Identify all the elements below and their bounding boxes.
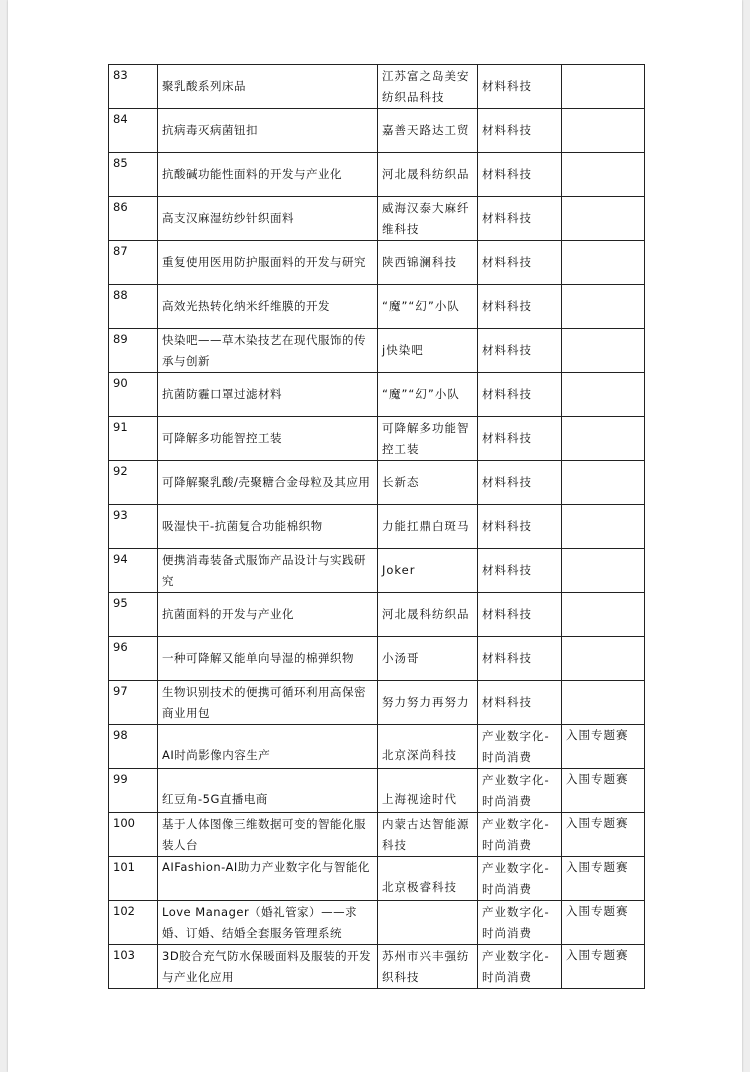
team-name-text: 河北晟科纺织品 — [382, 607, 470, 621]
cell-category — [478, 813, 562, 857]
cell-row-number — [109, 461, 158, 505]
project-name-text: 3D胶合充气防水保暖面料及服装的开发与产业化应用 — [162, 948, 372, 984]
table-row — [109, 153, 645, 197]
cell-category — [478, 285, 562, 329]
row-number-text: 103 — [113, 948, 135, 962]
cell-row-number — [109, 197, 158, 241]
cell-row-number — [109, 725, 158, 769]
category-wrap — [482, 857, 557, 900]
cell-category — [478, 461, 562, 505]
category-text: 材料科技 — [482, 519, 532, 533]
project-name-text: Love Manager（婚礼管家）——求婚、订婚、结婚全套服务管理系统 — [162, 904, 358, 940]
cell-row-number — [109, 549, 158, 593]
table-row — [109, 65, 645, 109]
project-name-wrap — [162, 549, 373, 592]
project-name-wrap — [162, 945, 373, 988]
category-wrap — [482, 769, 557, 812]
row-number-text: 86 — [113, 200, 128, 214]
team-name-wrap — [382, 901, 473, 944]
project-name-wrap — [162, 813, 373, 856]
project-name-wrap — [162, 109, 373, 152]
team-name-wrap — [382, 373, 473, 416]
category-text: 产业数字化-时尚消费 — [482, 728, 550, 764]
cell-project-name — [158, 197, 378, 241]
table-row — [109, 505, 645, 549]
cell-team-name — [378, 153, 478, 197]
project-name-text: 重复使用医用防护服面料的开发与研究 — [162, 255, 366, 269]
cell-row-number — [109, 813, 158, 857]
cell-category — [478, 681, 562, 725]
cell-category — [478, 329, 562, 373]
cell-remark — [562, 945, 645, 989]
table-body — [109, 65, 645, 989]
cell-team-name — [378, 725, 478, 769]
category-text: 材料科技 — [482, 211, 532, 225]
cell-row-number — [109, 241, 158, 285]
team-name-wrap — [382, 813, 473, 856]
project-name-wrap — [162, 637, 373, 680]
cell-team-name — [378, 549, 478, 593]
cell-project-name — [158, 329, 378, 373]
cell-project-name — [158, 901, 378, 945]
project-name-text: 红豆角-5G直播电商 — [162, 792, 268, 806]
category-wrap — [482, 593, 557, 636]
team-name-wrap — [382, 593, 473, 636]
cell-category — [478, 901, 562, 945]
table-row — [109, 725, 645, 769]
project-name-wrap — [162, 417, 373, 460]
project-name-text: 一种可降解又能单向导湿的棉弹织物 — [162, 651, 354, 665]
cell-row-number — [109, 417, 158, 461]
cell-category — [478, 945, 562, 989]
cell-remark — [562, 65, 645, 109]
project-name-text: 抗病毒灭病菌钮扣 — [162, 123, 258, 137]
team-name-wrap — [382, 505, 473, 548]
cell-team-name — [378, 329, 478, 373]
team-name-wrap — [382, 637, 473, 680]
row-number-text: 96 — [113, 640, 128, 654]
cell-remark — [562, 505, 645, 549]
row-number-text: 91 — [113, 420, 128, 434]
cell-project-name — [158, 681, 378, 725]
category-text: 材料科技 — [482, 79, 532, 93]
project-name-wrap — [162, 241, 373, 284]
category-wrap — [482, 329, 557, 372]
project-name-text: 可降解多功能智控工装 — [162, 431, 282, 445]
cell-category — [478, 109, 562, 153]
cell-team-name — [378, 241, 478, 285]
cell-project-name — [158, 65, 378, 109]
cell-project-name — [158, 593, 378, 637]
team-name-text: 威海汉泰大麻纤维科技 — [382, 200, 470, 236]
cell-row-number — [109, 857, 158, 901]
cell-remark — [562, 285, 645, 329]
project-name-text: 吸湿快干-抗菌复合功能棉织物 — [162, 519, 323, 533]
cell-category — [478, 769, 562, 813]
cell-category — [478, 857, 562, 901]
table-row — [109, 461, 645, 505]
table-row — [109, 197, 645, 241]
project-name-wrap — [162, 153, 373, 196]
category-wrap — [482, 109, 557, 152]
cell-project-name — [158, 857, 378, 901]
category-text: 材料科技 — [482, 343, 532, 357]
cell-team-name — [378, 813, 478, 857]
project-name-text: 快染吧——草木染技艺在现代服饰的传承与创新 — [162, 332, 366, 368]
row-number-text: 95 — [113, 596, 128, 610]
table-row — [109, 593, 645, 637]
cell-category — [478, 549, 562, 593]
cell-remark — [562, 109, 645, 153]
cell-team-name — [378, 417, 478, 461]
table-row — [109, 109, 645, 153]
cell-project-name — [158, 813, 378, 857]
cell-team-name — [378, 505, 478, 549]
category-wrap — [482, 461, 557, 504]
category-wrap — [482, 505, 557, 548]
category-text: 材料科技 — [482, 255, 532, 269]
cell-project-name — [158, 373, 378, 417]
team-name-wrap — [382, 769, 473, 810]
category-wrap — [482, 945, 557, 988]
table-row — [109, 857, 645, 901]
cell-category — [478, 197, 562, 241]
table-row — [109, 637, 645, 681]
team-name-text: 小汤哥 — [382, 651, 420, 665]
category-wrap — [482, 285, 557, 328]
cell-category — [478, 241, 562, 285]
team-name-text: 上海视途时代 — [382, 792, 457, 806]
cell-team-name — [378, 285, 478, 329]
team-name-text: 长新态 — [382, 475, 420, 489]
category-text: 材料科技 — [482, 167, 532, 181]
remark-text: 入围专题赛 — [566, 816, 629, 830]
category-text: 材料科技 — [482, 563, 532, 577]
cell-row-number — [109, 329, 158, 373]
cell-remark — [562, 725, 645, 769]
remark-text: 入围专题赛 — [566, 772, 629, 786]
category-wrap — [482, 65, 557, 108]
cell-project-name — [158, 285, 378, 329]
project-name-wrap — [162, 593, 373, 636]
cell-project-name — [158, 945, 378, 989]
row-number-text: 89 — [113, 332, 128, 346]
document-page — [8, 0, 742, 1072]
team-name-text: 北京极睿科技 — [382, 880, 457, 894]
project-name-wrap — [162, 373, 373, 416]
category-text: 材料科技 — [482, 695, 532, 709]
cell-project-name — [158, 241, 378, 285]
team-name-text: 江苏富之岛美安纺织品科技 — [382, 68, 470, 104]
cell-project-name — [158, 769, 378, 813]
team-name-wrap — [382, 241, 473, 284]
cell-team-name — [378, 461, 478, 505]
category-text: 材料科技 — [482, 651, 532, 665]
team-name-text: 努力努力再努力 — [382, 695, 470, 709]
team-name-wrap — [382, 285, 473, 328]
cell-remark — [562, 681, 645, 725]
cell-row-number — [109, 945, 158, 989]
cell-remark — [562, 813, 645, 857]
project-name-text: 可降解聚乳酸/壳聚糖合金母粒及其应用 — [162, 475, 371, 489]
cell-project-name — [158, 549, 378, 593]
category-text: 产业数字化-时尚消费 — [482, 772, 550, 808]
team-name-wrap — [382, 329, 473, 372]
team-name-wrap — [382, 857, 473, 898]
category-wrap — [482, 153, 557, 196]
remark-text: 入围专题赛 — [566, 948, 629, 962]
category-wrap — [482, 549, 557, 592]
team-name-wrap — [382, 417, 473, 460]
project-name-text: 抗菌防霾口罩过滤材料 — [162, 387, 282, 401]
table-row — [109, 681, 645, 725]
cell-row-number — [109, 769, 158, 813]
team-name-wrap — [382, 461, 473, 504]
category-text: 材料科技 — [482, 475, 532, 489]
row-number-text: 92 — [113, 464, 128, 478]
project-name-wrap — [162, 197, 373, 240]
row-number-text: 98 — [113, 728, 128, 742]
row-number-text: 99 — [113, 772, 128, 786]
category-wrap — [482, 725, 557, 768]
category-wrap — [482, 681, 557, 724]
category-wrap — [482, 241, 557, 284]
cell-category — [478, 65, 562, 109]
category-text: 材料科技 — [482, 123, 532, 137]
cell-category — [478, 153, 562, 197]
cell-team-name — [378, 857, 478, 901]
category-text: 材料科技 — [482, 299, 532, 313]
category-text: 材料科技 — [482, 431, 532, 445]
cell-team-name — [378, 109, 478, 153]
project-name-wrap — [162, 65, 373, 108]
cell-project-name — [158, 637, 378, 681]
cell-category — [478, 593, 562, 637]
remark-text: 入围专题赛 — [566, 904, 629, 918]
row-number-text: 94 — [113, 552, 128, 566]
table-row — [109, 813, 645, 857]
row-number-text: 85 — [113, 156, 128, 170]
cell-category — [478, 637, 562, 681]
cell-team-name — [378, 901, 478, 945]
project-name-wrap — [162, 461, 373, 504]
team-name-text: 可降解多功能智控工装 — [382, 420, 470, 456]
team-name-wrap — [382, 549, 473, 592]
team-name-text: “魔”“幻”小队 — [382, 299, 460, 313]
cell-remark — [562, 241, 645, 285]
table-row — [109, 417, 645, 461]
project-name-wrap — [162, 901, 373, 944]
project-name-text: 抗菌面料的开发与产业化 — [162, 607, 294, 621]
cell-team-name — [378, 681, 478, 725]
cell-remark — [562, 417, 645, 461]
project-name-wrap — [162, 329, 373, 372]
cell-project-name — [158, 461, 378, 505]
team-name-text: 内蒙古达智能源科技 — [382, 816, 470, 852]
project-name-text: 基于人体图像三维数据可变的智能化服装人台 — [162, 816, 366, 852]
category-wrap — [482, 637, 557, 680]
row-number-text: 101 — [113, 860, 135, 874]
team-name-text: 陕西锦澜科技 — [382, 255, 457, 269]
category-wrap — [482, 417, 557, 460]
project-name-wrap — [162, 681, 373, 724]
project-name-text: 高效光热转化纳米纤维膜的开发 — [162, 299, 330, 313]
row-number-text: 87 — [113, 244, 128, 258]
cell-remark — [562, 857, 645, 901]
team-name-wrap — [382, 681, 473, 724]
cell-category — [478, 725, 562, 769]
cell-row-number — [109, 505, 158, 549]
team-name-text: 苏州市兴丰强纺织科技 — [382, 948, 470, 984]
cell-row-number — [109, 153, 158, 197]
table-row — [109, 329, 645, 373]
cell-remark — [562, 593, 645, 637]
row-number-text: 88 — [113, 288, 128, 302]
cell-row-number — [109, 593, 158, 637]
table-row — [109, 373, 645, 417]
remark-text: 入围专题赛 — [566, 728, 629, 742]
project-name-text: AI时尚影像内容生产 — [162, 748, 271, 762]
category-text: 材料科技 — [482, 387, 532, 401]
cell-row-number — [109, 901, 158, 945]
table-row — [109, 901, 645, 945]
project-name-text: 抗酸碱功能性面料的开发与产业化 — [162, 167, 342, 181]
team-name-wrap — [382, 153, 473, 196]
team-name-text: Joker — [382, 563, 416, 577]
project-name-wrap — [162, 725, 373, 766]
project-name-text: AIFashion-AI助力产业数字化与智能化 — [162, 860, 370, 874]
team-name-wrap — [382, 65, 473, 108]
cell-team-name — [378, 945, 478, 989]
cell-remark — [562, 153, 645, 197]
table-row — [109, 769, 645, 813]
table-row — [109, 549, 645, 593]
cell-project-name — [158, 505, 378, 549]
cell-row-number — [109, 681, 158, 725]
cell-remark — [562, 197, 645, 241]
category-text: 产业数字化-时尚消费 — [482, 816, 550, 852]
cell-team-name — [378, 373, 478, 417]
project-name-wrap — [162, 505, 373, 548]
project-name-wrap — [162, 769, 373, 810]
row-number-text: 100 — [113, 816, 135, 830]
row-number-text: 84 — [113, 112, 128, 126]
row-number-text: 93 — [113, 508, 128, 522]
cell-team-name — [378, 65, 478, 109]
remark-text: 入围专题赛 — [566, 860, 629, 874]
cell-team-name — [378, 769, 478, 813]
cell-project-name — [158, 109, 378, 153]
cell-team-name — [378, 593, 478, 637]
table-row — [109, 241, 645, 285]
row-number-text: 102 — [113, 904, 135, 918]
team-name-wrap — [382, 197, 473, 240]
category-wrap — [482, 901, 557, 944]
team-name-text: 嘉善天路达工贸 — [382, 123, 470, 137]
category-text: 产业数字化-时尚消费 — [482, 904, 550, 940]
project-name-text: 生物识别技术的便携可循环利用高保密商业用包 — [162, 684, 366, 720]
cell-remark — [562, 901, 645, 945]
project-table — [108, 64, 645, 989]
cell-team-name — [378, 197, 478, 241]
cell-remark — [562, 637, 645, 681]
cell-category — [478, 505, 562, 549]
team-name-text: “魔”“幻”小队 — [382, 387, 460, 401]
team-name-wrap — [382, 109, 473, 152]
cell-remark — [562, 329, 645, 373]
cell-category — [478, 373, 562, 417]
category-wrap — [482, 197, 557, 240]
cell-row-number — [109, 373, 158, 417]
project-name-text: 高支汉麻湿纺纱针织面料 — [162, 211, 294, 225]
cell-row-number — [109, 285, 158, 329]
team-name-text: 北京深尚科技 — [382, 748, 457, 762]
cell-remark — [562, 373, 645, 417]
project-name-wrap — [162, 285, 373, 328]
team-name-text: j快染吧 — [382, 343, 424, 357]
cell-project-name — [158, 153, 378, 197]
cell-remark — [562, 549, 645, 593]
cell-row-number — [109, 637, 158, 681]
row-number-text: 83 — [113, 68, 128, 82]
table-row — [109, 945, 645, 989]
project-name-text: 便携消毒装备式服饰产品设计与实践研究 — [162, 552, 366, 588]
category-wrap — [482, 813, 557, 856]
team-name-wrap — [382, 725, 473, 766]
cell-row-number — [109, 65, 158, 109]
team-name-text: 力能扛鼎白斑马 — [382, 519, 470, 533]
cell-project-name — [158, 417, 378, 461]
category-wrap — [482, 373, 557, 416]
cell-project-name — [158, 725, 378, 769]
team-name-text: 河北晟科纺织品 — [382, 167, 470, 181]
row-number-text: 97 — [113, 684, 128, 698]
row-number-text: 90 — [113, 376, 128, 390]
cell-remark — [562, 461, 645, 505]
category-text: 产业数字化-时尚消费 — [482, 860, 550, 896]
project-name-text: 聚乳酸系列床品 — [162, 79, 246, 93]
table-row — [109, 285, 645, 329]
category-text: 材料科技 — [482, 607, 532, 621]
team-name-wrap — [382, 945, 473, 988]
cell-row-number — [109, 109, 158, 153]
cell-team-name — [378, 637, 478, 681]
category-text: 产业数字化-时尚消费 — [482, 948, 550, 984]
cell-category — [478, 417, 562, 461]
cell-remark — [562, 769, 645, 813]
